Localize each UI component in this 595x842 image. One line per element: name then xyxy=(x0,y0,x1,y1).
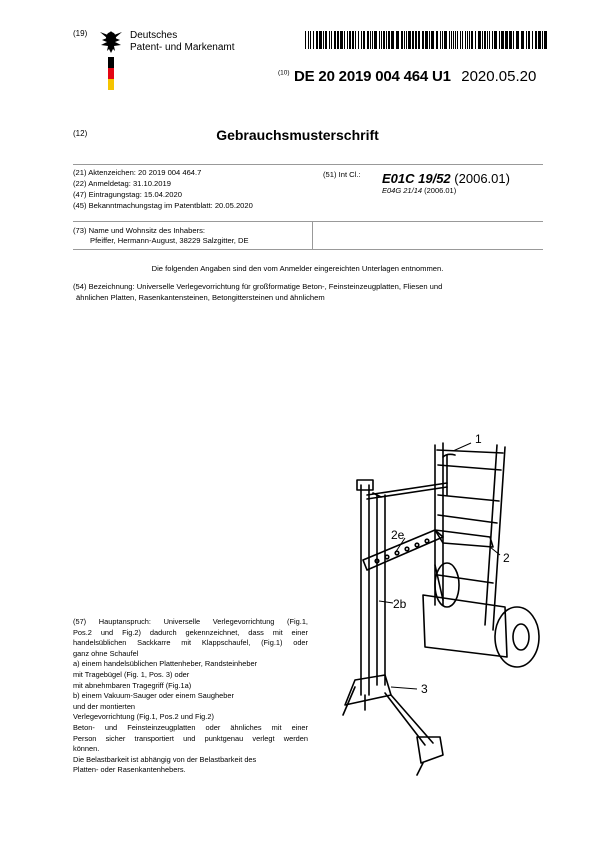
barcode-bar xyxy=(499,31,500,49)
barcode-bar xyxy=(358,31,359,49)
barcode-bar xyxy=(449,31,450,49)
office-name-line2: Patent- und Markenamt xyxy=(130,42,235,53)
ref-label-2e: 2e xyxy=(391,528,405,542)
barcode-bar xyxy=(372,31,373,49)
claim-line: mit abnehmbaren Tragegriff (Fig.1a) xyxy=(73,680,192,690)
barcode-bar xyxy=(391,31,394,49)
barcode-bar xyxy=(408,31,411,49)
barcode-bar xyxy=(538,31,541,49)
document-number: DE 20 2019 004 464 U1 xyxy=(294,68,451,85)
barcode-bar xyxy=(383,31,385,49)
ipc-main xyxy=(382,171,510,186)
ipc-secondary-version: (2006.01) xyxy=(424,186,457,195)
barcode-bar xyxy=(501,31,504,49)
barcode-bar xyxy=(475,31,476,49)
barcode-bar xyxy=(334,31,336,49)
code-19: (19) xyxy=(73,29,88,38)
claim-line: Verlegevorrichtung (Fig.1, Pos.2 und Fig.2) xyxy=(73,712,214,722)
barcode-bar xyxy=(352,31,354,49)
ref-label-2: 2 xyxy=(503,551,510,565)
registration-date: (47) Eintragungstag: 15.04.2020 xyxy=(73,190,182,199)
barcode-bar xyxy=(457,31,458,49)
office-name xyxy=(130,30,235,54)
designation-line2: ähnlichen Platten, Rasenkantensteinen, Betongittersteinen und ähnlichem xyxy=(76,293,325,302)
barcode-bar xyxy=(526,31,527,49)
barcode-bar xyxy=(325,31,327,49)
claim-line: Die Belastbarkeit ist abhängig von der Belastbarkeit des xyxy=(73,754,257,764)
barcode-bar xyxy=(313,31,314,49)
claim-line: mit Tragebügel (Fig. 1, Pos. 3) oder xyxy=(73,669,190,679)
barcode-bar xyxy=(544,31,547,49)
barcode-bar xyxy=(329,31,330,49)
barcode-bar xyxy=(347,31,348,49)
barcode-bar xyxy=(436,31,438,49)
barcode-bar xyxy=(331,31,332,49)
barcode-bar xyxy=(305,31,306,49)
barcode-bar xyxy=(505,31,508,49)
claim-line: Platten- oder Rasenkantenhebers. xyxy=(73,765,186,775)
claim-line: b) einem Vakuum-Sauger oder einem Saugheber xyxy=(73,691,234,701)
barcode-bar xyxy=(379,31,380,49)
barcode-bar xyxy=(431,31,434,49)
code-10: (10) xyxy=(278,69,290,77)
barcode-bar xyxy=(460,31,461,49)
barcode-bar xyxy=(489,31,490,49)
barcode-bar xyxy=(415,31,417,49)
barcode-bar xyxy=(316,31,318,49)
claim-line: Person sicher transportiert und punktgenau verlegt werden xyxy=(73,733,308,743)
barcode-bar xyxy=(396,31,399,49)
barcode-bar xyxy=(404,31,405,49)
document-barcode xyxy=(305,31,550,49)
barcode-bar xyxy=(340,31,343,49)
barcode-bar xyxy=(442,31,443,49)
barcode-bar xyxy=(516,31,519,49)
barcode-bar xyxy=(319,31,322,49)
barcode-bar xyxy=(492,31,493,49)
barcode-bar xyxy=(532,31,533,49)
ref-label-2b: 2b xyxy=(393,597,407,611)
barcode-bar xyxy=(367,31,369,49)
designation xyxy=(73,281,543,303)
main-claim xyxy=(73,617,308,776)
claim-line: a) einem handelsüblichen Plattenheber, Randsteinheber xyxy=(73,659,258,669)
barcode-bar xyxy=(465,31,466,49)
barcode-bar xyxy=(542,31,543,49)
barcode-bar xyxy=(406,31,407,49)
claim-line: ganz ohne Schaufel xyxy=(73,648,139,658)
barcode-bar xyxy=(425,31,428,49)
publication-date: (45) Bekanntmachungstag im Patentblatt: 20.05.2020 xyxy=(73,201,253,210)
barcode-bar xyxy=(484,31,486,49)
barcode-bar xyxy=(487,31,488,49)
ipc-main-version: (2006.01) xyxy=(454,171,510,186)
holder-label: (73) Name und Wohnsitz des Inhabers: xyxy=(73,226,205,235)
ipc-secondary xyxy=(382,186,456,195)
barcode-bar xyxy=(412,31,414,49)
barcode-bar xyxy=(344,31,345,49)
claim-line: können. xyxy=(73,744,100,754)
ipc-main-code: E01C 19/52 xyxy=(382,171,451,186)
filing-date: (22) Anmeldetag: 31.10.2019 xyxy=(73,179,171,188)
document-number-line xyxy=(278,68,536,86)
claim-line: (57) Hauptanspruch: Universelle Verlegevorrichtung (Fig.1, xyxy=(73,617,308,626)
office-name-line1: Deutsches xyxy=(130,30,178,41)
divider-vertical xyxy=(312,221,313,249)
divider-top xyxy=(73,164,543,165)
barcode-bar xyxy=(388,31,390,49)
barcode-bar xyxy=(467,31,468,49)
barcode-bar xyxy=(370,31,371,49)
barcode-bar xyxy=(308,31,309,49)
barcode-bar xyxy=(361,31,362,49)
barcode-bar xyxy=(535,31,537,49)
barcode-bar xyxy=(451,31,452,49)
barcode-bar xyxy=(440,31,441,49)
barcode-bar xyxy=(482,31,483,49)
barcode-bar xyxy=(444,31,447,49)
patent-drawing xyxy=(325,425,540,780)
claim-line: handelsüblichen Sackkarre mit Klappschaufel, (Fig.1) oder xyxy=(73,638,308,648)
barcode-bar xyxy=(509,31,512,49)
barcode-bar xyxy=(494,31,497,49)
barcode-bar xyxy=(429,31,430,49)
divider-bottom xyxy=(73,249,543,250)
barcode-bar xyxy=(337,31,339,49)
barcode-bar xyxy=(469,31,470,49)
applicant-notice: Die folgenden Angaben sind den vom Anmelder eingereichten Unterlagen entnommen. xyxy=(151,264,444,273)
barcode-bar xyxy=(453,31,454,49)
claim-line: Beton- und Feinsteinzeugplatten oder ähnliches mit einer xyxy=(73,722,308,732)
document-title: Gebrauchsmusterschrift xyxy=(216,127,379,143)
barcode-bar xyxy=(401,31,403,49)
code-12: (12) xyxy=(73,129,88,138)
federal-eagle-logo xyxy=(98,26,124,92)
barcode-bar xyxy=(349,31,351,49)
barcode-bar xyxy=(386,31,387,49)
ref-label-3: 3 xyxy=(421,682,428,696)
barcode-bar xyxy=(418,31,420,49)
int-cl-label: (51) Int Cl.: xyxy=(323,170,361,179)
barcode-bar xyxy=(323,31,324,49)
ipc-secondary-code: E04G 21/14 xyxy=(382,186,423,195)
barcode-bar xyxy=(471,31,473,49)
claim-line: Pos.2 und Fig.2) dadurch gekennzeichnet, dass mit einer xyxy=(73,627,308,637)
ref-label-1: 1 xyxy=(475,432,482,446)
barcode-bar xyxy=(521,31,524,49)
claim-line: und der montierten xyxy=(73,701,136,711)
barcode-bar xyxy=(381,31,382,49)
barcode-bar xyxy=(528,31,530,49)
document-date: 2020.05.20 xyxy=(461,68,537,85)
barcode-bar xyxy=(363,31,365,49)
designation-line1: (54) Bezeichnung: Universelle Verlegevorrichtung für großformatige Beton-, Feinsteinzeugplatten, Fliesen und xyxy=(73,282,443,291)
barcode-bar xyxy=(422,31,424,49)
divider-mid xyxy=(73,221,543,222)
holder-value: Pfeiffer, Hermann-August, 38229 Salzgitter, DE xyxy=(90,236,249,245)
barcode-bar xyxy=(462,31,463,49)
application-number: (21) Aktenzeichen: 20 2019 004 464.7 xyxy=(73,168,202,177)
barcode-bar xyxy=(374,31,377,49)
barcode-bar xyxy=(455,31,456,49)
barcode-bar xyxy=(478,31,481,49)
barcode-bar xyxy=(310,31,311,49)
barcode-bar xyxy=(513,31,514,49)
barcode-bar xyxy=(355,31,356,49)
